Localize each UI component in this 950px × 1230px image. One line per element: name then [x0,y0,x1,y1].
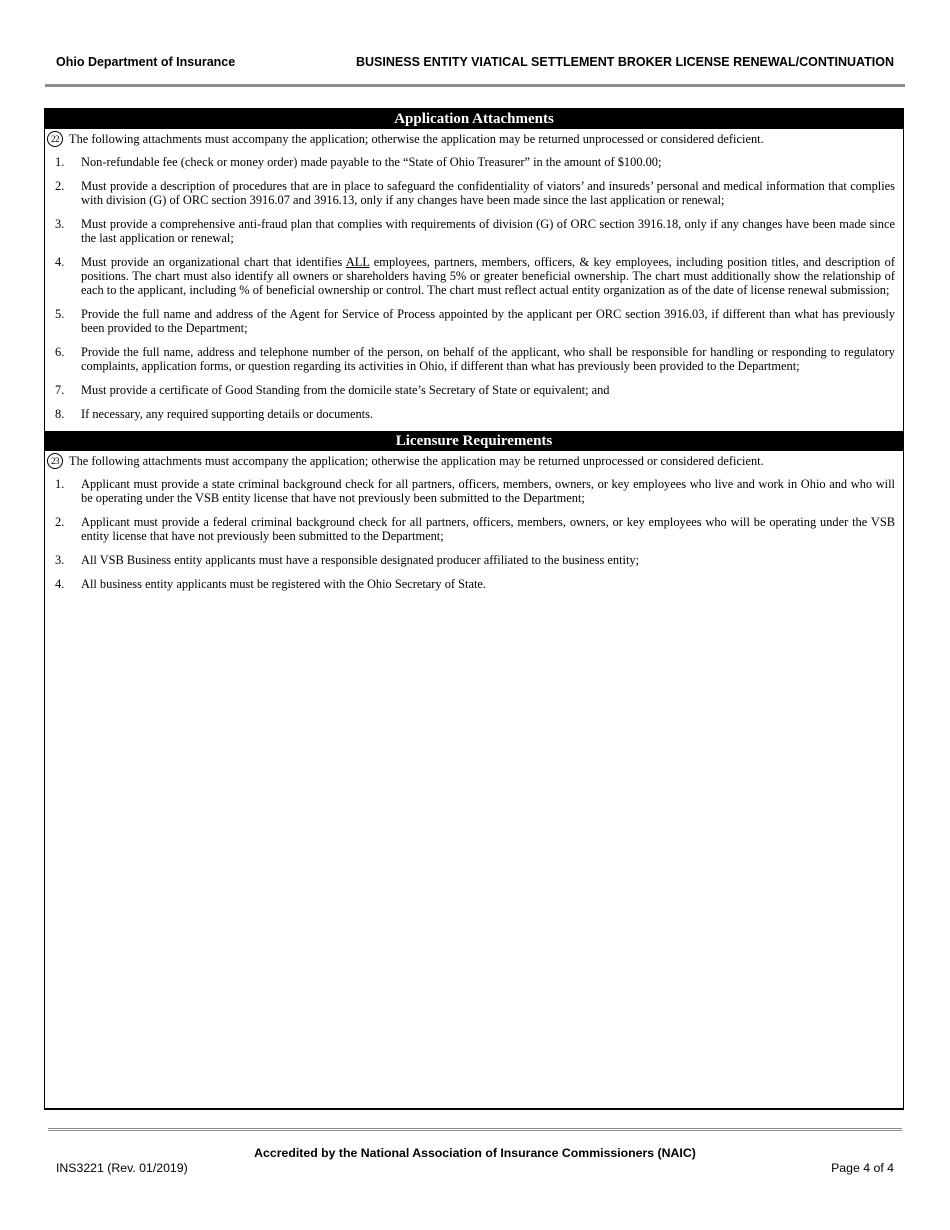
list-item [45,477,903,505]
list-text-pre: Must provide an organizational chart that identifies [81,255,346,269]
list-item [45,515,903,543]
list-item [45,217,903,245]
form-content-box [44,108,904,1110]
licensure-intro-text: The following attachments must accompany the application; otherwise the application may be returned unprocessed or considered deficient. [69,453,764,468]
list-item [45,307,903,335]
list-item [45,179,903,207]
list-item [45,577,903,591]
attachments-intro-text: The following attachments must accompany the application; otherwise the application may be returned unprocessed or considered deficient. [69,131,764,146]
list-text: All VSB Business entity applicants must have a responsible designated producer affiliated to the business entity; [81,553,640,567]
footer-page-number: Page 4 of 4 [831,1161,894,1175]
list-item [45,383,903,397]
section-title-attachments: Application Attachments [45,109,903,129]
attachments-list [45,155,903,421]
list-number: 7. [55,383,65,397]
item-marker-22: 22 [47,131,63,147]
list-number: 6. [55,345,65,359]
list-text: Non-refundable fee (check or money order) made payable to the “State of Ohio Treasurer” in the amount of $100.00; [81,155,662,169]
list-text: Applicant must provide a state criminal background check for all partners, officers, members, owners, or key employees who live and work in Ohio and who will be operating under the VSB entity license that have not previously been submitted to the Department; [81,477,895,505]
licensure-list [45,477,903,591]
list-item [45,553,903,567]
item-marker-23: 23 [47,453,63,469]
list-text: Must provide a comprehensive anti-fraud plan that complies with requirements of division (G) of ORC section 3916.18, only if any changes have been made since the last application or renewal; [81,217,895,245]
header-agency: Ohio Department of Insurance [56,55,236,69]
list-text: Applicant must provide a federal criminal background check for all partners, officers, members, owners, or key employees who will be operating under the VSB entity license that have not previously been submitted to the Department; [81,515,895,543]
footer-form-id: INS3221 (Rev. 01/2019) [56,1161,188,1175]
list-text-post: employees, partners, members, officers, & key employees, including position titles, and description of positions. The chart must also identify all owners or shareholders having 5% or greater beneficial ownership. The chart must additionally show the relationship of each to the applicant, including % of beneficial ownership or control. The chart must reflect actual entity organization as of the date of license renewal submission; [81,255,896,297]
footer-accreditation: Accredited by the National Association of Insurance Commissioners (NAIC) [254,1146,696,1160]
list-number: 4. [55,255,65,269]
list-text: If necessary, any required supporting details or documents. [81,407,374,421]
list-item [45,155,903,169]
header-form-title: BUSINESS ENTITY VIATICAL SETTLEMENT BROKER LICENSE RENEWAL/CONTINUATION [356,55,894,69]
list-item [45,255,903,297]
list-text-emphasis: ALL [345,255,370,269]
section-title-licensure: Licensure Requirements [45,431,903,451]
licensure-intro [45,451,903,469]
list-number: 8. [55,407,65,421]
list-text: Provide the full name, address and telephone number of the person, on behalf of the applicant, who shall be responsible for handling or responding to regulatory complaints, application forms, or question regarding its activities in Ohio, if different than what has previously been provided to the Department; [81,345,895,373]
list-text: Provide the full name and address of the Agent for Service of Process appointed by the applicant per ORC section 3916.03, if different than what has previously been provided to the Department; [81,307,895,335]
list-item [45,407,903,421]
footer-divider [48,1128,902,1131]
list-number: 2. [55,515,65,529]
list-number: 2. [55,179,65,193]
header-divider [45,84,905,87]
list-number: 5. [55,307,65,321]
list-number: 1. [55,477,65,491]
list-number: 3. [55,553,65,567]
list-text: All business entity applicants must be registered with the Ohio Secretary of State. [81,577,487,591]
list-text: Must provide a certificate of Good Standing from the domicile state’s Secretary of State or equivalent; and [81,383,610,397]
list-item [45,345,903,373]
list-number: 4. [55,577,65,591]
list-number: 3. [55,217,65,231]
attachments-intro [45,129,903,147]
list-text [81,255,895,297]
list-number: 1. [55,155,65,169]
list-text: Must provide a description of procedures that are in place to safeguard the confidentiality of viators’ and insureds’ personal and medical information that complies with division (G) of ORC section 3916.07 and 3916.13, only if any changes have been made since the last application or renewal; [81,179,895,207]
